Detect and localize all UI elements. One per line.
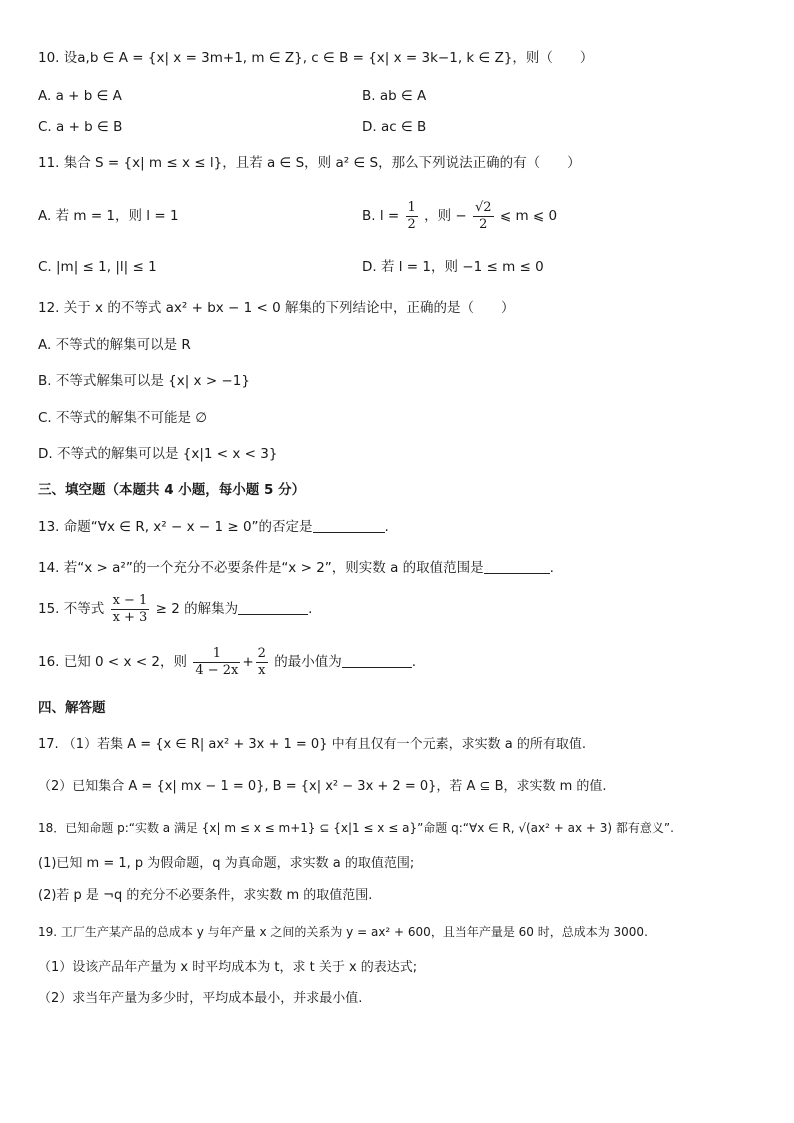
q17-part-1: 17. （1）若集 A = {x ∈ R| ax² + 3x + 1 = 0} 中有且仅有一个元素，求实数 a 的所有取值. (38, 737, 586, 752)
q16-end: . (411, 654, 417, 670)
q15-fraction (111, 593, 150, 626)
q11-option-a: A. 若 m = 1，则 l = 1 (38, 208, 179, 224)
q16-fraction-1 (193, 646, 240, 679)
q14-text: 14. 若“x > a²”的一个充分不必要条件是“x > 2”，则实数 a 的取值范围是 (38, 560, 484, 576)
q11-option-b-fraction-2 (473, 200, 494, 233)
fraction-numerator: 1 (193, 646, 240, 663)
fraction-denominator: 2 (407, 216, 416, 232)
q18-part-1: (1)已知 m = 1, p 为假命题，q 为真命题，求实数 a 的取值范围; (38, 856, 415, 871)
fraction-denominator: 4 − 2x (195, 662, 239, 678)
q13-end: . (384, 519, 389, 535)
q10-option-a: A. a + b ∈ A (38, 88, 122, 104)
q11-option-d: D. 若 l = 1，则 −1 ≤ m ≤ 0 (362, 259, 544, 275)
fraction-denominator: 2 (479, 216, 488, 232)
q16-fraction-2 (256, 646, 268, 679)
fraction-denominator: x (258, 662, 266, 678)
q15-prefix: 15. 不等式 (38, 601, 105, 617)
q15-suffix: ≥ 2 的解集为 (155, 601, 239, 617)
q19-stem: 19. 工厂生产某产品的总成本 y 与年产量 x 之间的关系为 y = ax² + 600，且当年产量是 60 时，总成本为 3000. (38, 925, 648, 939)
q11-option-b-fraction (406, 200, 418, 233)
q12-option-c: C. 不等式的解集不可能是 ∅ (38, 410, 208, 426)
fraction-numerator: x − 1 (112, 592, 148, 608)
q12-option-b: B. 不等式解集可以是 {x| x > −1} (38, 373, 250, 389)
q19-part-1: （1）设该产品年产量为 x 时平均成本为 t，求 t 关于 x 的表达式; (38, 960, 418, 975)
q16-prefix: 16. 已知 0 < x < 2，则 (38, 654, 188, 670)
q16-plus: + (242, 654, 254, 670)
fraction-denominator: x + 3 (112, 609, 148, 625)
q10-stem: 10. 设a,b ∈ A = {x| x = 3m+1, m ∈ Z}, c ∈ B = {x| x = 3k−1, k ∈ Z}，则（ ） (38, 50, 594, 66)
answer-blank (484, 559, 550, 574)
q15-stem (38, 589, 312, 629)
q10-option-c: C. a + b ∈ B (38, 119, 123, 135)
q11-option-b (362, 196, 557, 236)
q13-text: 13. 命题“∀x ∈ R, x² − x − 1 ≥ 0”的否定是 (38, 519, 313, 535)
q19-part-2: （2）求当年产量为多少时，平均成本最小，并求最小值. (38, 991, 363, 1006)
q10-option-b: B. ab ∈ A (362, 88, 427, 104)
q13-stem (38, 517, 389, 537)
q16-suffix: 的最小值为 (274, 654, 342, 670)
q17-part-2: （2）已知集合 A = {x| mx − 1 = 0}, B = {x| x² − 3x + 2 = 0}，若 A ⊆ B，求实数 m 的值. (38, 779, 607, 794)
section-4-heading: 四、解答题 (38, 700, 106, 716)
q11-option-b-suffix: ⩽ m ⩽ 0 (499, 208, 558, 224)
q16-stem (38, 642, 416, 682)
q12-stem: 12. 关于 x 的不等式 ax² + bx − 1 < 0 解集的下列结论中，正确的是（ ） (38, 300, 515, 316)
q12-option-d: D. 不等式的解集可以是 {x|1 < x < 3} (38, 446, 278, 462)
q10-option-d: D. ac ∈ B (362, 119, 427, 135)
q18-stem: 18．已知命题 p:“实数 a 满足 {x| m ≤ x ≤ m+1} ⊆ {x|1 ≤ x ≤ a}”命题 q:“∀x ∈ R, √(ax² + ax + 3) 都有意义”. (38, 821, 674, 835)
q18-part-2: (2)若 p 是 ¬q 的充分不必要条件，求实数 m 的取值范围. (38, 888, 373, 903)
q11-option-c: C. |m| ≤ 1, |l| ≤ 1 (38, 259, 157, 275)
q11-stem: 11. 集合 S = {x| m ≤ x ≤ l}，且若 a ∈ S，则 a² ∈ S，那么下列说法正确的有（ ） (38, 155, 581, 171)
q11-option-b-prefix: B. l = (362, 208, 400, 224)
q11-option-b-mid: ，则 − (424, 208, 467, 224)
answer-blank (238, 600, 308, 615)
fraction-numerator: 2 (257, 645, 266, 661)
q14-end: . (549, 560, 554, 576)
answer-blank (342, 653, 412, 668)
section-3-heading: 三、填空题（本题共 4 小题，每小题 5 分） (38, 482, 306, 498)
answer-blank (313, 518, 385, 533)
q14-stem (38, 558, 554, 578)
q15-end: . (308, 601, 313, 617)
q12-option-a: A. 不等式的解集可以是 R (38, 337, 191, 353)
fraction-numerator: √2 (474, 199, 492, 215)
fraction-numerator: 1 (407, 199, 416, 215)
